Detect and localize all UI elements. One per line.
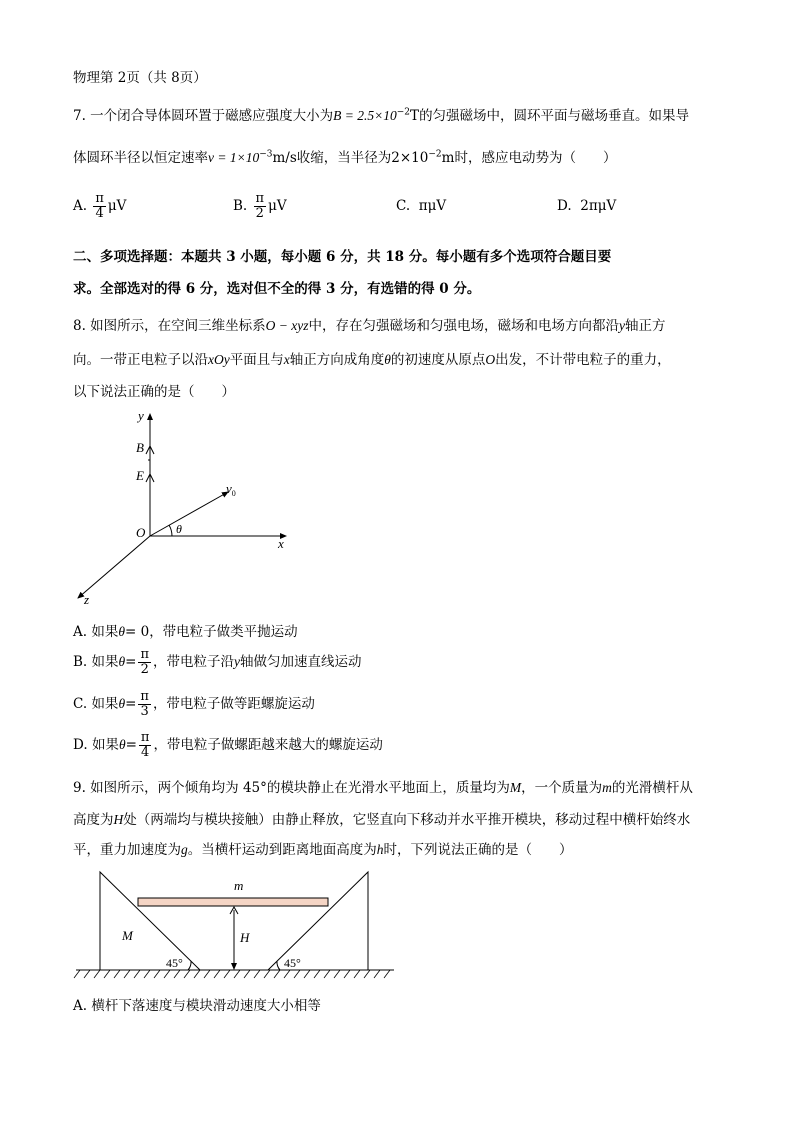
q9-line2: 高度为H处（两端均与模块接触）由静止释放，它竖直向下移动并水平推开模块，移动过程中横杆始终水 (73, 812, 691, 828)
x-label: x (278, 536, 284, 551)
q8-option-a: A. 如果θ= 0，带电粒子做类平抛运动 (73, 624, 298, 640)
right-angle-label: 45° (284, 956, 301, 970)
horizontal-rod (138, 898, 328, 906)
height-label: H (240, 930, 250, 945)
right-wedge (268, 872, 368, 970)
z-axis (78, 536, 150, 598)
origin-label: O (136, 525, 146, 540)
q7-option-c: C. πμV (396, 198, 447, 214)
page-label: 物理第 2页（共 8页） (73, 70, 207, 86)
theta-arc (169, 525, 172, 536)
q7-option-d: D. 2πμV (557, 198, 617, 214)
v0-label: $v_0$ (226, 481, 236, 498)
ground-hatching (74, 970, 390, 978)
q7-option-a: A. $\frac{\pi}{4}$ μV (73, 191, 127, 221)
v0-vector (150, 492, 228, 536)
q8-line2: 向。一带正电粒子以沿xOy平面且与x轴正方向成角度θ的初速度从原点O出发，不计带电粒子的重力， (73, 352, 671, 368)
q9-wedge-figure (70, 868, 400, 988)
q7-option-b: B. $\frac{\pi}{2}$ μV (233, 191, 287, 221)
b-label: B (136, 440, 144, 455)
q8-line3: 以下说法正确的是（ ） (73, 384, 235, 400)
left-wedge (100, 872, 200, 970)
z-label: z (84, 592, 90, 607)
section2-line1: 二、多项选择题：本题共 3 小题，每小题 6 分，共 18 分。每小题有多个选项符合题目要 (73, 249, 612, 265)
rod-mass-label: m (234, 878, 244, 893)
theta-label: θ (176, 522, 182, 536)
q9-option-a: A. 横杆下落速度与模块滑动速度大小相等 (73, 998, 321, 1014)
q8-line1: 8. 如图所示，在空间三维坐标系O − xyz中，存在匀强磁场和匀强电场，磁场和电场方向都沿y轴正方 (73, 318, 666, 334)
q7-line1: 7. 一个闭合导体圆环置于磁感应强度大小为$B = 2.5\times 10^{-2}T$的匀强磁场中，圆环平面与磁场垂直。如果导 (73, 107, 690, 124)
q7-line2: 体圆环半径以恒定速率$v = 1\times 10^{-3}m/s$收缩，当半径为$2\times 10^{-2}m$时，感应电动势为（ ） (73, 149, 617, 166)
q9-line1: 9. 如图所示，两个倾角均为 45°的模块静止在光滑水平地面上，质量均为M，一个质量为m的光滑横杆从 (73, 780, 693, 796)
section2-line2: 求。全部选对的得 6 分，选对但不全的得 3 分，有选错的得 0 分。 (73, 281, 481, 297)
e-label: E (136, 468, 144, 483)
q9-line3: 平，重力加速度为g。当横杆运动到距离地面高度为h时，下列说法正确的是（ ） (73, 842, 573, 858)
q8-axes-figure (60, 400, 310, 610)
q8-option-c: C. 如果θ= $\frac{\pi}{3}$ ，带电粒子做等距螺旋运动 (73, 689, 315, 719)
q8-option-b: B. 如果θ= $\frac{\pi}{2}$ ，带电粒子沿y轴做匀加速直线运动 (73, 647, 362, 677)
left-angle-label: 45° (166, 956, 183, 970)
q8-option-d: D. 如果θ= $\frac{\pi}{4}$ ，带电粒子做螺距越来越大的螺旋运动 (73, 730, 383, 760)
wedge-mass-label: M (122, 928, 133, 943)
y-label: y (138, 408, 144, 423)
